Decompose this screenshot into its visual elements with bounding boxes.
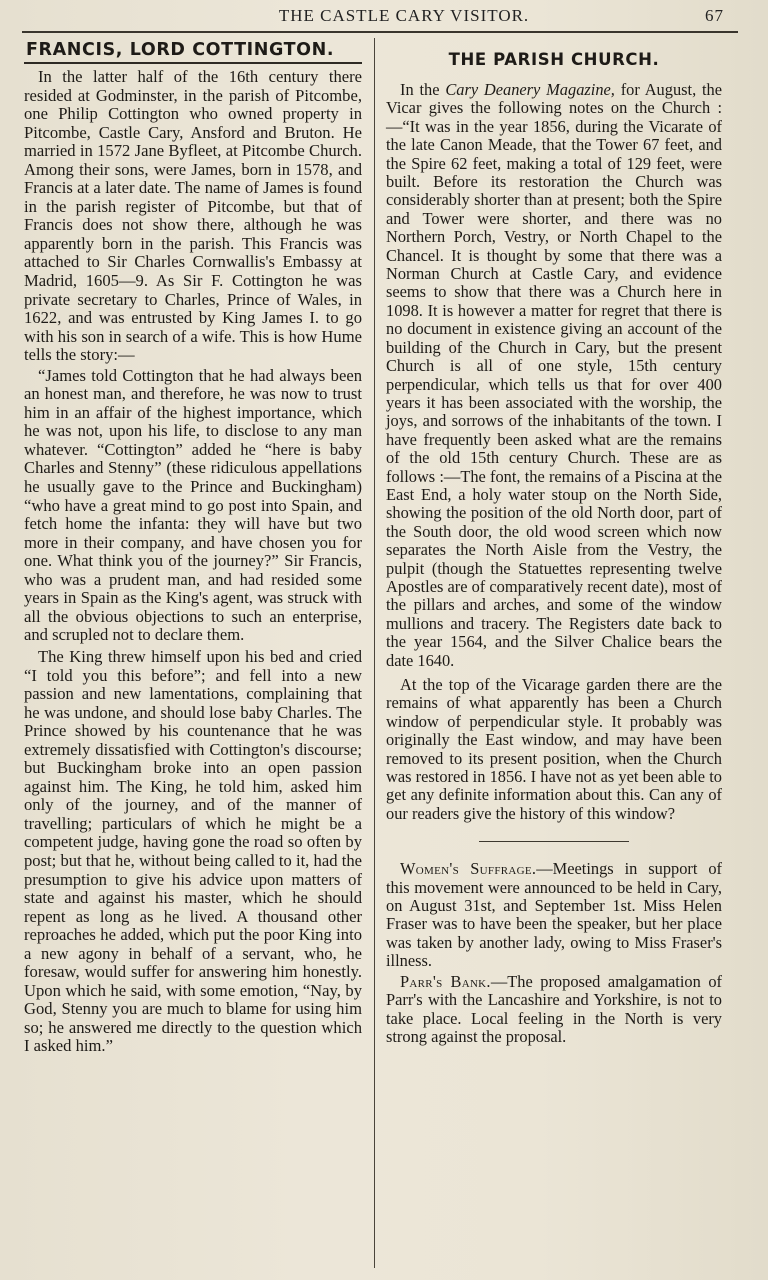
- column-divider: [374, 38, 375, 1268]
- news-note-text: —The proposed amalgamation of Parr's with the Lancashire and Yorkshire, is not to take place. Local feeling in the North is very strong against the proposal.: [386, 971, 722, 1046]
- article-paragraph: The King threw himself upon his bed and cried “I told you this before”; and fell into a new passion and new lamentations, complaining that he was undone, and should lose baby Charles. The Prince showed by his countenance that he was extremely dissatisfied with Cottington's discourse; but Buckingham broke into an open passion against him. The King, he told him, asked him only of the journey, and of the manner of travelling; particulars of which he might be a competent judge, having gone the road so often by post; but that he, without being called to it, had the presumption to give his advice upon matters of state and against his master, which he should repent as long as he lived. A thousand other reproaches he added, which put the poor King into a new agony in behalf of a servant, who, he foresaw, would suffer for answering him honestly. Upon which he said, with some emotion, “Nay, by God, Stenny you are much to blame for using him so; he answered me directly to the question which I asked him.”: [24, 646, 362, 1056]
- left-column: [24, 40, 362, 1056]
- article-heading-parish-church: THE PARISH CHURCH.: [448, 50, 660, 69]
- article-paragraph: [386, 81, 722, 670]
- news-note-label: Parr's Bank.: [400, 971, 491, 991]
- magazine-title: Cary Deanery Magazine,: [445, 80, 615, 99]
- paragraph-intro: In the: [400, 80, 446, 99]
- page-number: 67: [705, 6, 724, 25]
- running-header: [0, 6, 768, 28]
- news-note: [386, 860, 722, 970]
- header-rule: [22, 31, 738, 33]
- right-column: [386, 40, 722, 1046]
- news-note-label: Women's Suffrage.: [400, 859, 537, 879]
- article-heading-cottington: FRANCIS, LORD COTTINGTON.: [24, 40, 362, 64]
- article-paragraph: “James told Cottington that he had always been an honest man, and therefore, he was now to trust him in an affair of the highest importance, which he was not, upon his life, to disclose to any man whatever. “Cottington” added he “here is baby Charles and Stenny” (these ridiculous appellations he usually gave to the Prince and Buckingham) “who have a great mind to go post into Spain, and fetch home the infanta: they will have but two more in their company, and have chosen you for one. What think you of the journey?” Sir Francis, who was a prudent man, and had resided some years in Spain as the King's agent, was struck with all the obvious objections to such an enterprise, and scrupled not to declare them.: [24, 365, 362, 645]
- news-note: [386, 973, 722, 1047]
- paragraph-body: for August, the Vicar gives the following notes on the Church :—“It was in the year 1856, during the Vicarate of the late Canon Meade, that the Tower 67 feet, and the Spire 62 feet, making a total of 129 feet, were built. Before its restoration the Church was considerably shorter than at present; both the Spire and Tower were shorter, and there was no Northern Porch, Vestry, or North Chapel to the Chancel. It is thought by some that there was a Norman Church at Castle Cary, and evidence seems to show that there was a Church here in 1098. It is however a matter for regret that there is no document in existence giving an account of the building of the Church in Cary, but the present Church is all of one style, 15th century perpendicular, which tells us that for over 400 years it has been associated with the worship, the joys, and sorrows of the inhabitants of the town. I have frequently been asked what are the remains of the old 15th century Church. These are as follows :—The font, the remains of a Piscina at the East End, a holy water stoup on the North Side, showing the position of the old North door, part of the South door, the old wood screen which now separates the North Aisle from the Vestry, the pulpit (though the Statuettes representing twelve Apostles are of comparatively recent date), most of the pillars and arches, and some of the window mullions and tracery. The Registers date back to the year 1564, and the Silver Chalice bears the date 1640.: [386, 80, 723, 670]
- article-paragraph: In the latter half of the 16th century there resided at Godminster, in the parish of Pitcombe, one Philip Cottington who owned property in Pitcombe, Castle Cary, Ansford and Bruton. He married in 1572 Jane Byfleet, at Pitcombe Church. Among their sons, were James, born in 1578, and Francis at a later date. The name of James is found in the parish register of Pitcombe, but that of Francis does not show there, although he was apparently born in the parish. This Francis was attached to Sir Charles Cornwallis's Embassy at Madrid, 1605—9. As Sir F. Cottington he was private secretary to Charles, Prince of Wales, in 1622, and was entrusted by King James I. to go with his son in search of a wife. This is how Hume tells the story:—: [24, 67, 362, 365]
- section-divider: [479, 841, 629, 842]
- article-paragraph: At the top of the Vicarage garden there are the remains of what apparently has been a Church window of perpendicular style. It probably was originally the East window, and may have been removed to its present position, when the Church was restored in 1856. I have not as yet been able to get any definite information about this. Can any of our readers give the history of this window?: [386, 675, 722, 823]
- news-note-text: —Meetings in support of this movement were announced to be held in Cary, on August 31st, and September 1st. Miss Helen Fraser was to have been the speaker, but her place was taken by another lady, owing to Miss Fraser's illness.: [386, 859, 722, 971]
- publication-title: THE CASTLE CARY VISITOR.: [278, 6, 530, 25]
